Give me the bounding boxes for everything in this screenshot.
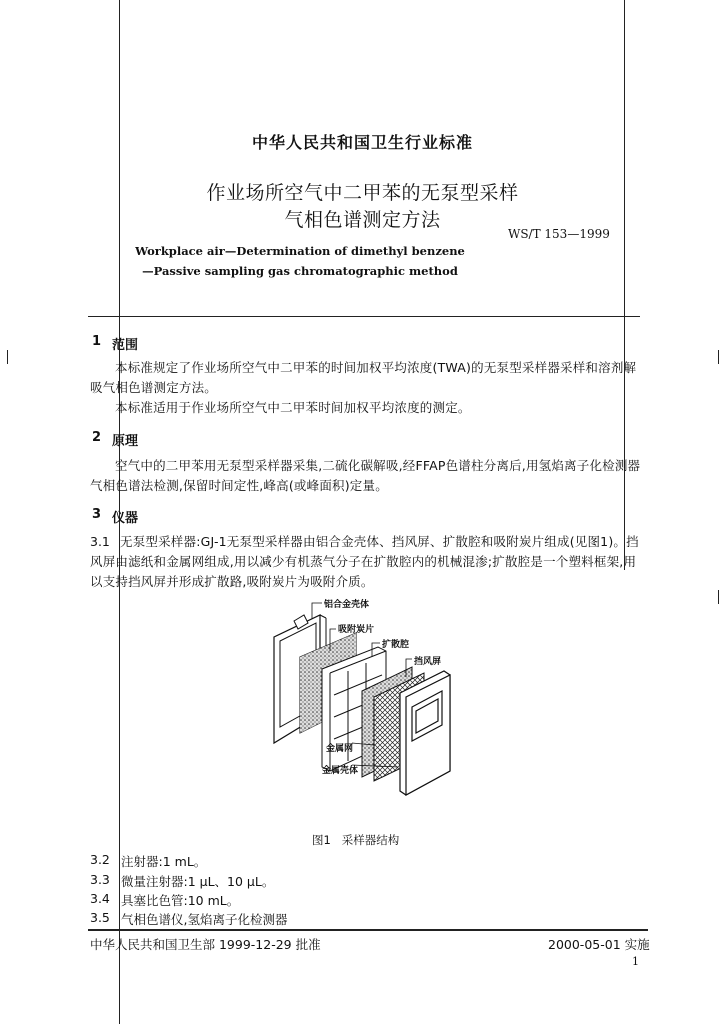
org-title: 中华人民共和国卫生行业标准 xyxy=(251,133,473,152)
item-3-3-text: 微量注射器:1 μL、10 μL。 xyxy=(121,874,275,889)
item-3-4-text: 具塞比色管:10 mL。 xyxy=(121,893,240,908)
standard-number: WS/T 153—1999 xyxy=(508,227,610,241)
sampler-structure-figure xyxy=(260,595,500,810)
figure-label-mesh: 金属网 xyxy=(326,744,354,754)
item-3-5-number: 3.5 xyxy=(90,910,110,925)
item-3-1-text: 无泵型采样器:GJ-1无泵型采样器由铝合金壳体、挡风屏、扩散腔和吸附炭片组成(见图1)。挡风屏由滤纸和金属网组成,用以减少有机蒸气分子在扩散腔内的机械混渗;扩散腔是一个塑料框架,用以支持挡风屏并形成扩散路,吸附炭片为吸附介质。 xyxy=(90,534,639,589)
scan-left-tick xyxy=(7,350,8,364)
page-number: 1 xyxy=(632,955,639,968)
figure-caption: 图1 采样器结构 xyxy=(312,833,400,847)
section-3-number: 3 xyxy=(92,507,102,522)
english-title-line2: —Passive sampling gas chromatographic method xyxy=(142,264,458,278)
figure-label-screen: 挡风屏 xyxy=(414,657,442,667)
figure-label-carbon: 吸附炭片 xyxy=(338,625,375,635)
section-1-paragraph: 本标准规定了作业场所空气中二甲苯的时间加权平均浓度(TWA)的无泵型采样器采样和溶剂解吸气相色谱测定方法。 xyxy=(90,360,637,395)
scan-right-tick xyxy=(718,350,719,364)
english-title-line1: Workplace air—Determination of dimethyl benzene xyxy=(135,244,465,258)
approval-line: 中华人民共和国卫生部 1999-12-29 批准 xyxy=(90,937,321,952)
section-1-number: 1 xyxy=(92,334,102,349)
figure-label-chamber: 扩散腔 xyxy=(382,640,410,650)
item-3-4-number: 3.4 xyxy=(90,891,110,906)
header-rule xyxy=(88,316,640,317)
figure-label-shell-top: 铝合金壳体 xyxy=(324,600,370,610)
section-1-title: 范围 xyxy=(112,338,139,353)
item-3-5-text: 气相色谱仪,氢焰离子化检测器 xyxy=(121,912,288,927)
implementation-date: 2000-05-01 实施 xyxy=(548,937,650,952)
figure-label-shell-bottom: 金属壳体 xyxy=(322,766,359,776)
item-3-1-number: 3.1 xyxy=(90,534,110,549)
footer-rule xyxy=(88,929,648,931)
item-3-2-number: 3.2 xyxy=(90,852,110,867)
item-3-2-text: 注射器:1 mL。 xyxy=(121,854,207,869)
section-2-paragraph: 空气中的二甲苯用无泵型采样器采集,二硫化碳解吸,经FFAP色谱柱分离后,用氢焰离子化检测器气相色谱法检测,保留时间定性,峰高(或峰面积)定量。 xyxy=(90,458,641,493)
doc-title-line2: 气相色谱测定方法 xyxy=(284,209,441,231)
section-2-number: 2 xyxy=(92,430,102,445)
item-3-3-number: 3.3 xyxy=(90,872,110,887)
doc-title-line1: 作业场所空气中二甲苯的无泵型采样 xyxy=(206,182,519,204)
section-3-title: 仪器 xyxy=(112,511,139,526)
section-1-paragraph: 本标准适用于作业场所空气中二甲苯时间加权平均浓度的测定。 xyxy=(115,400,471,415)
section-2-title: 原理 xyxy=(112,434,139,449)
scan-right-tick xyxy=(718,590,719,604)
metal-shell-front xyxy=(400,671,450,795)
